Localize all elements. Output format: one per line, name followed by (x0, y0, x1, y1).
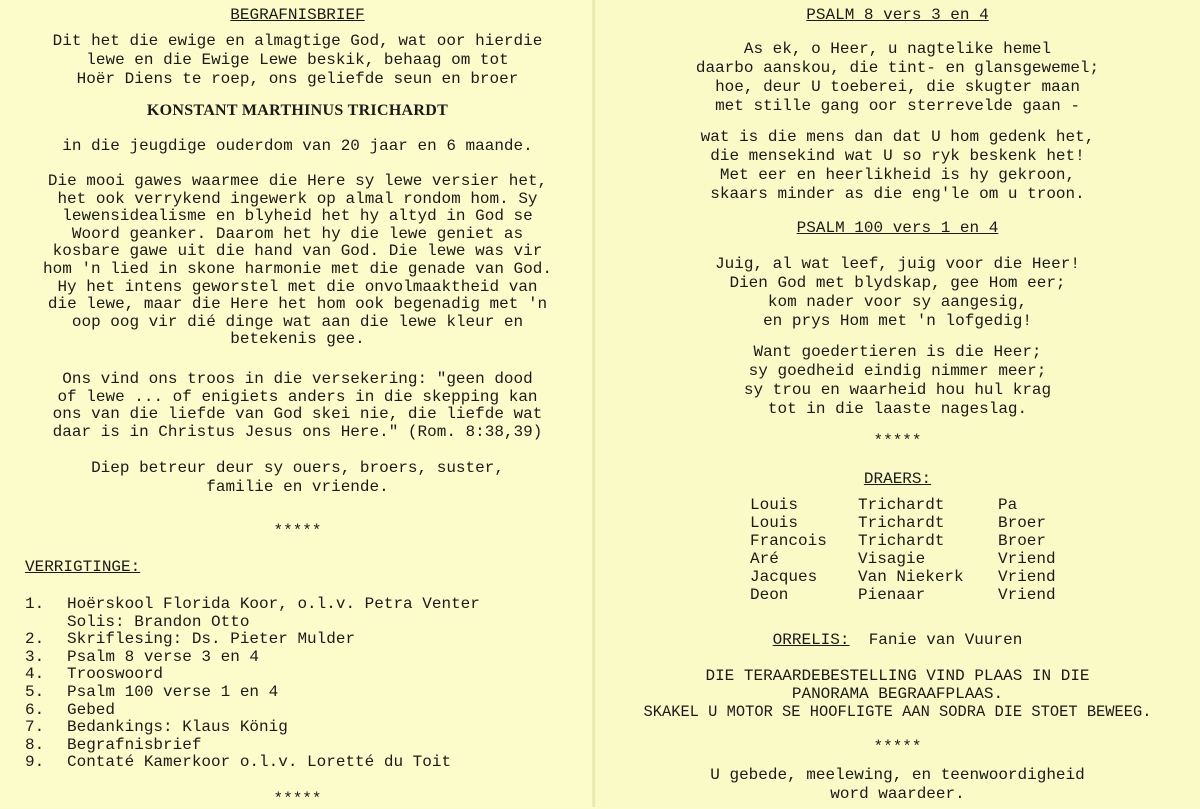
tribute-line: Hy het intens geworstel met die onvolmaaktheid van (57, 277, 538, 296)
intro-line: lewe en die Ewige Lewe beskik, behaag om tot (86, 51, 509, 69)
list-item: 6. Gebed (25, 700, 116, 719)
verse-line: Want goedertieren is die Heer; (753, 343, 1042, 361)
intro-paragraph (0, 32, 595, 89)
deceased-name: KONSTANT MARTHINUS TRICHARDT (146, 102, 449, 119)
proceedings-heading: VERRIGTINGE: (25, 558, 141, 576)
psalm8-verse2 (595, 128, 1200, 204)
closing-paragraph (595, 766, 1200, 804)
tribute-line: oop oog vir dié dinge wat aan die lewe kleur en (71, 312, 524, 331)
psalm8-title: PSALM 8 vers 3 en 4 (806, 6, 989, 24)
verse-line: Dien God met blydskap, gee Hom eer; (729, 274, 1066, 292)
psalm100-title: PSALM 100 vers 1 en 4 (796, 219, 999, 237)
age-line: in die jeugdige ouderdom van 20 jaar en 6 maande. (62, 137, 533, 155)
page-title: BEGRAFNISBRIEF (230, 6, 365, 24)
verse-line: Juig, al wat leef, juig voor die Heer! (715, 255, 1080, 273)
list-item: 1. Hoërskool Florida Koor, o.l.v. Petra Venter (25, 595, 480, 613)
psalm100-verse2 (595, 343, 1200, 419)
tribute-line: lewensidealisme en blyheid het hy altyd in God se (62, 207, 533, 226)
list-item: 9. Contaté Kamerkoor o.l.v. Loretté du Toit (25, 753, 452, 772)
bearer-row: Aré Visagie Vriend (750, 550, 1056, 568)
tribute-line: Die mooi gawes waarmee die Here sy lewe versier het, (47, 172, 548, 190)
organ-label: ORRELIS: (772, 631, 850, 649)
list-item: 8. Begrafnisbrief (25, 735, 202, 754)
left-page (0, 0, 595, 807)
list-item: Solis: Brandon Otto (67, 612, 250, 631)
closing-line: U gebede, meelewing, en teenwoordigheid (710, 766, 1085, 784)
organist-name: Fanie van Vuuren (868, 631, 1023, 649)
verse-line: tot in die laaste nageslag. (767, 400, 1028, 418)
bearer-row: Francois Trichardt Broer (750, 532, 1047, 550)
bearers-heading: DRAERS: (863, 470, 932, 488)
verse-line: wat is die mens dan dat U hom gedenk het, (700, 128, 1095, 146)
comfort-line: Ons vind ons troos in die versekering: "geen dood (62, 370, 533, 388)
burial-notice (595, 667, 1200, 721)
notice-line: PANORAMA BEGRAAFPLAAS. (791, 685, 1004, 703)
mourned-paragraph (0, 459, 595, 497)
mourned-line: familie en vriende. (206, 478, 389, 496)
tribute-line: hom 'n lied in skone harmonie met die genade van God. (43, 259, 552, 278)
psalm100-verse1 (595, 255, 1200, 331)
verse-line: sy goedheid eindig nimmer meer; (748, 362, 1047, 380)
bearer-row: Deon Pienaar Vriend (750, 586, 1056, 604)
verse-line: skaars minder as die eng'le om u troon. (710, 185, 1085, 203)
right-page (595, 0, 1200, 807)
tribute-line: Woord geanker. Daarom het hy die lewe geniet as (71, 224, 524, 243)
list-item: 2. Skriflesing: Ds. Pieter Mulder (25, 630, 356, 649)
bearer-row: Jacques Van Niekerk Vriend (750, 568, 1056, 586)
notice-line: SKAKEL U MOTOR SE HOOFLIGTE AAN SODRA DIE STOET BEWEEG. (643, 703, 1152, 721)
separator2: ***** (873, 738, 922, 756)
verse-line: met stille gang oor sterrevelde gaan - (715, 97, 1080, 115)
mourned-line: Diep betreur deur sy ouers, broers, suster, (91, 459, 504, 477)
comfort-line: of lewe ... of enigiets anders in die skepping kan (57, 387, 538, 406)
bearers-table (750, 496, 1056, 604)
separator: ***** (873, 432, 922, 450)
separator-bottom: ***** (273, 790, 322, 808)
separator: ***** (273, 522, 322, 540)
list-item: 7. Bedankings: Klaus König (25, 718, 288, 737)
bearer-row: Louis Trichardt Pa (750, 496, 1018, 514)
proceedings-list (25, 596, 480, 772)
psalm8-verse1 (595, 40, 1200, 116)
comfort-paragraph (0, 371, 595, 441)
notice-line: DIE TERAARDEBESTELLING VIND PLAAS IN DIE (705, 667, 1090, 685)
verse-line: Met eer en heerlikheid is hy gekroon, (719, 166, 1076, 184)
comfort-line: ons van die liefde van God skei nie, die liefde wat (52, 405, 543, 424)
verse-line: daarbo aanskou, die tint- en glansgewemel; (695, 59, 1100, 77)
tribute-line: kosbare gawe uit die hand van God. Die lewe was vir (52, 242, 543, 261)
verse-line: sy trou en waarheid hou hul krag (743, 381, 1052, 399)
closing-line: word waardeer. (830, 785, 965, 803)
intro-line: Hoër Diens te roep, ons geliefde seun en broer (76, 70, 519, 88)
list-item: 5. Psalm 100 verse 1 en 4 (25, 682, 279, 701)
verse-line: kom nader voor sy aangesig, (767, 293, 1028, 311)
organist-line (595, 631, 1200, 650)
intro-line: Dit het die ewige en almagtige God, wat oor hierdie (52, 32, 543, 50)
verse-line: As ek, o Heer, u nagtelike hemel (743, 40, 1052, 58)
verse-line: hoe, deur U toeberei, die skugter maan (715, 78, 1080, 96)
verse-line: die mensekind wat U so ryk beskenk het! (710, 147, 1085, 165)
list-item: 3. Psalm 8 verse 3 en 4 (25, 647, 260, 666)
bearer-row: Louis Trichardt Broer (750, 514, 1047, 532)
tribute-line: het ook verrykend ingewerk op almal rondom hom. Sy (57, 189, 538, 208)
tribute-line: die lewe, maar die Here het hom ook begenadig met 'n (47, 295, 548, 314)
comfort-line: daar is in Christus Jesus ons Here." (Rom. 8:38,39) (52, 422, 543, 441)
list-item: 4. Trooswoord (25, 665, 164, 684)
verse-line: en prys Hom met 'n lofgedig! (763, 312, 1032, 330)
tribute-line: betekenis gee. (230, 330, 365, 349)
tribute-paragraph (0, 173, 595, 349)
